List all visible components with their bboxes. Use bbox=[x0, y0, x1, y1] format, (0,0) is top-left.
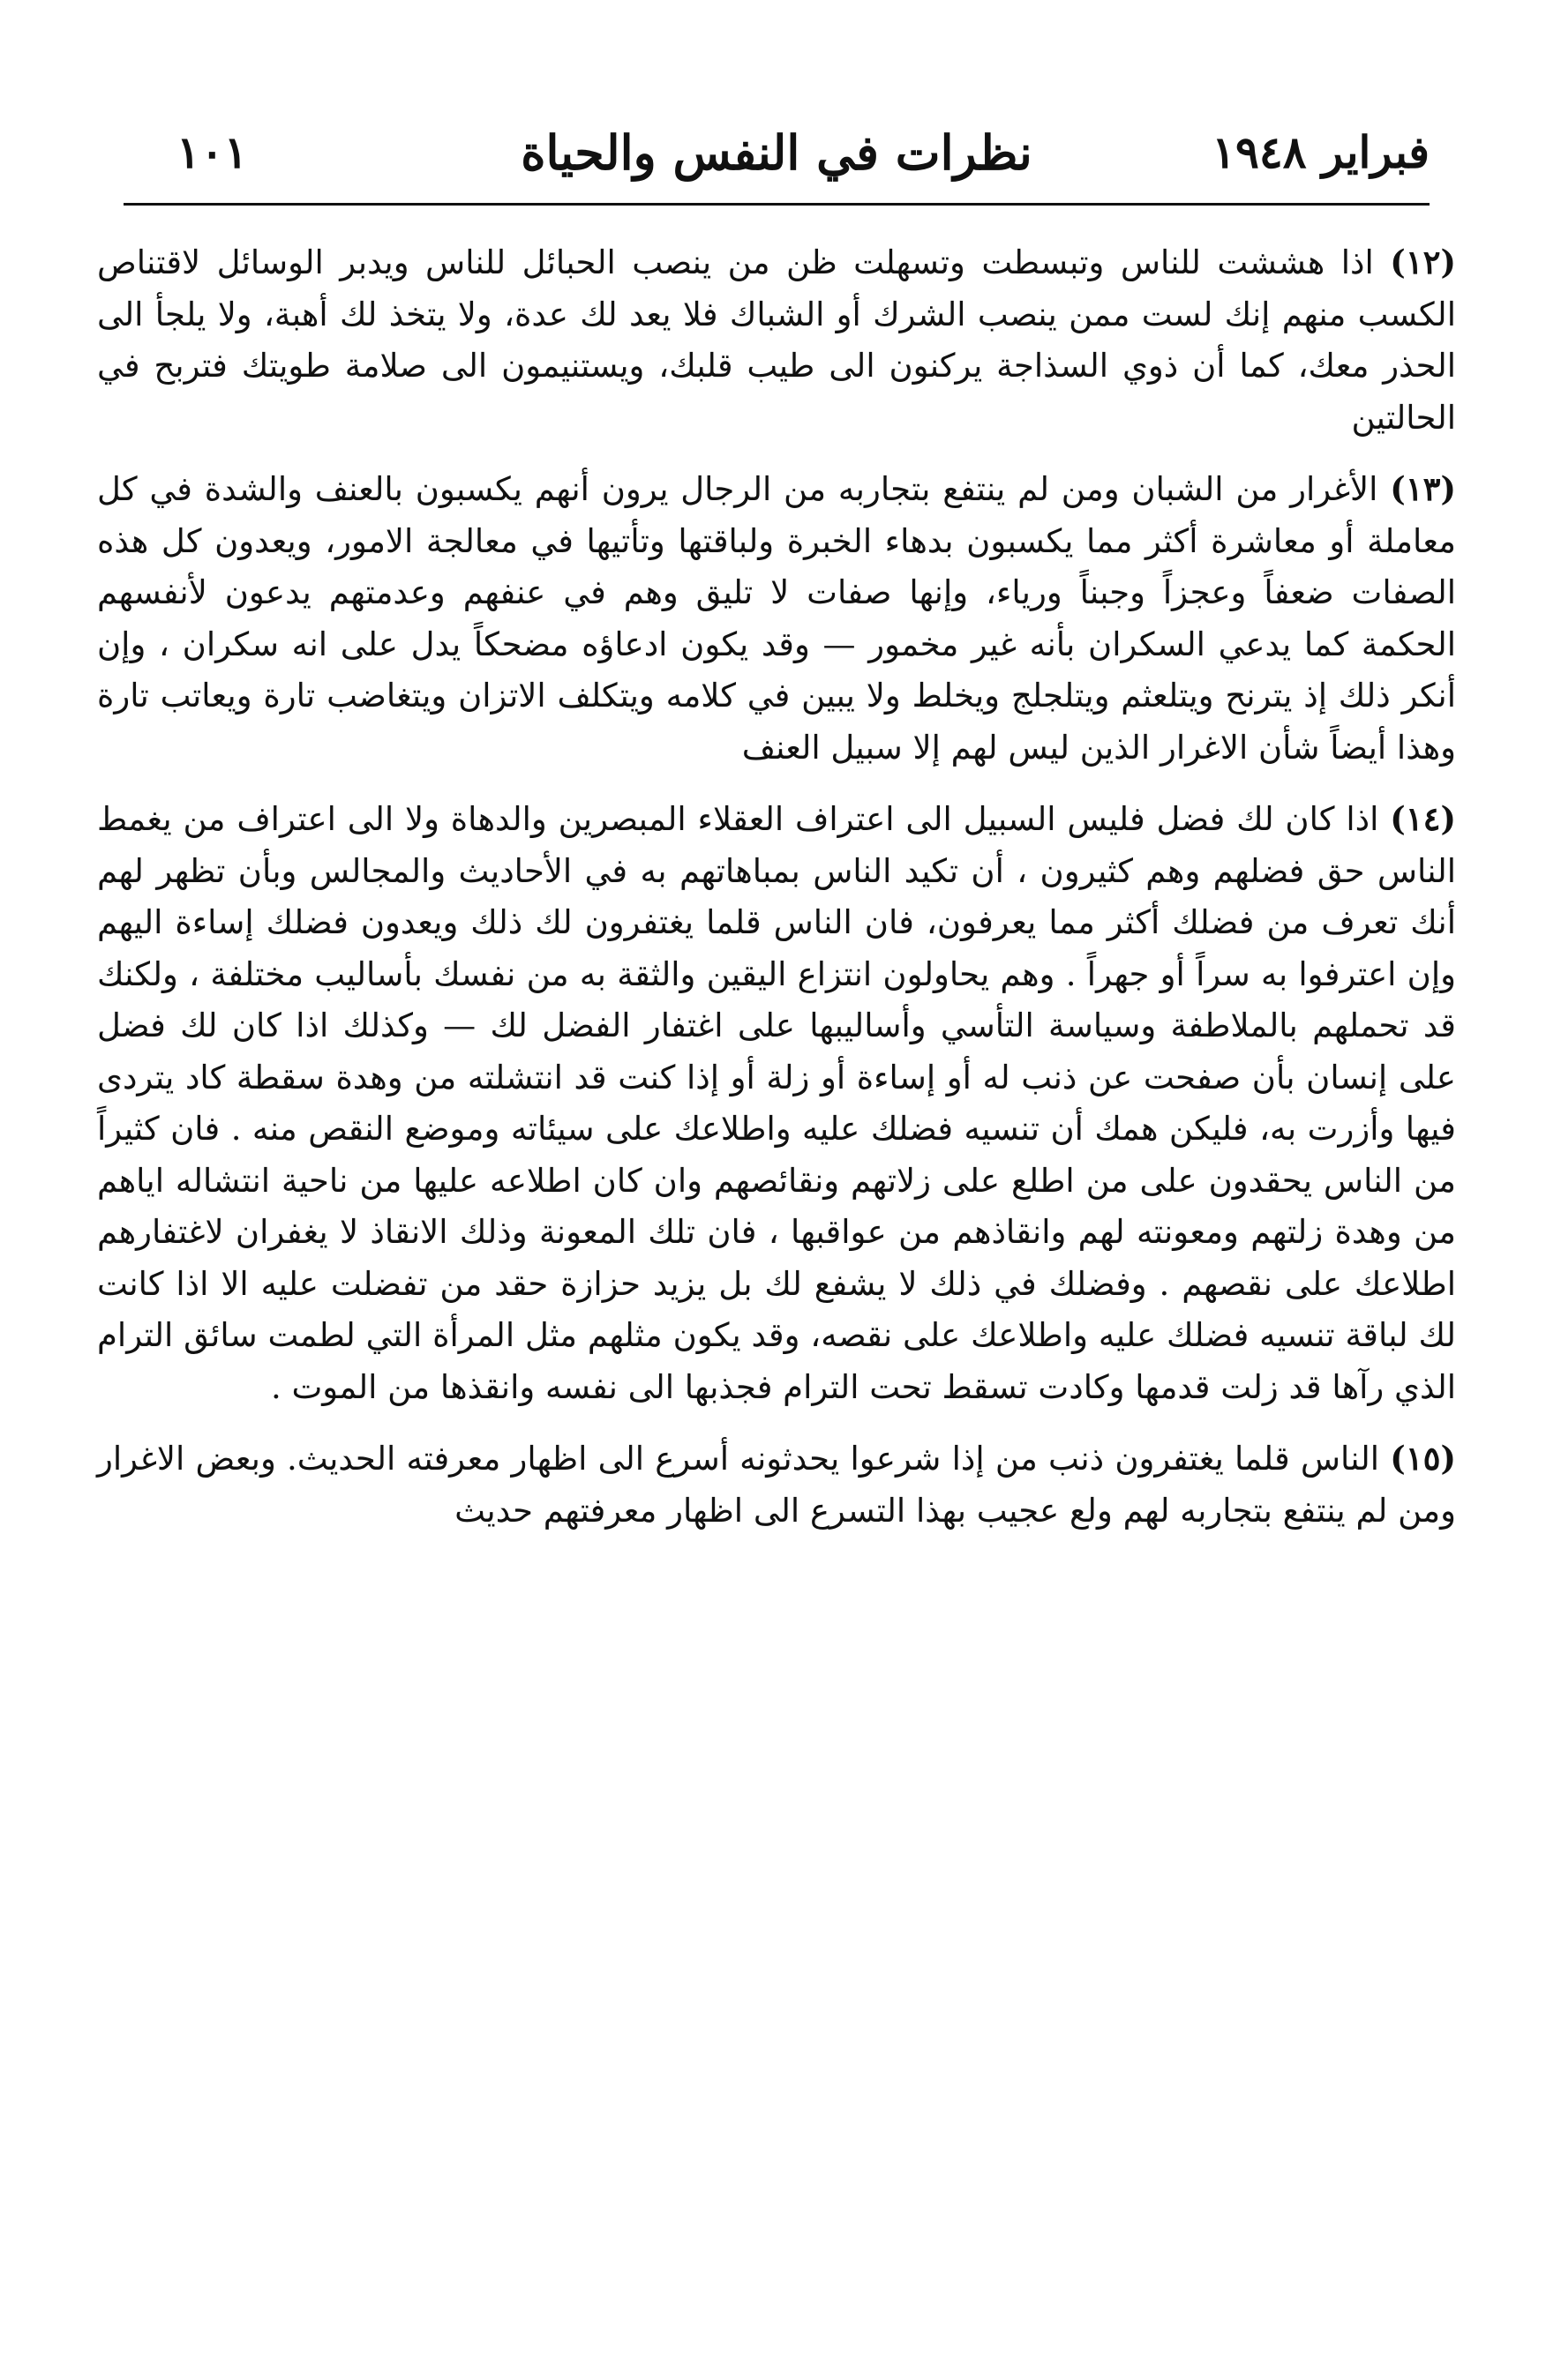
page-header bbox=[124, 113, 1430, 192]
paragraph-text: الأغرار من الشبان ومن لم ينتفع بتجاربه من الرجال يرون أنهم يكسبون بالعنف والشدة في كل معاملة أو معاشرة أكثر مما يكسبون بدهاء الخبرة ولباقتها وتأتيها في معالجة الامور، ويعدون كل هذه الصفات ضعفاً وعجزاً وجبناً ورياء، وإنها صفات لا تليق وهم في عنفهم وعدمتهم يدعون لأنفسهم الحكمة كما يدعي السكران بأنه غير مخمور — وقد يكون ادعاؤه مضحكاً يدل على انه سكران ، وإن أنكر ذلك إذ يترنح ويتلعثم ويتلجلج ويخلط ولا يبين في كلامه ويتكلف الاتزان ويتغاضب تارة ويعاتب تارة وهذا أيضاً شأن الاغرار الذين ليس لهم إلا سبيل العنف bbox=[97, 470, 1456, 767]
paragraph-number: (١٢) bbox=[1390, 243, 1456, 281]
paragraph-13 bbox=[97, 463, 1456, 774]
paragraph-text: اذا كان لك فضل فليس السبيل الى اعتراف العقلاء المبصرين والدهاة ولا الى اعتراف من يغمط الناس حق فضلهم وهم كثيرون ، أن تكيد الناس بمباهاتهم به في الأحاديث والمجالس وبأن تظهر لهم أنك تعرف من فضلك أكثر مما يعرفون، فان الناس قلما يغتفرون لك ذلك ويعدون فضلك إساءة اليهم وإن اعترفوا به سراً أو جهراً . وهم يحاولون انتزاع اليقين والثقة به من نفسك بأساليب مختلفة ، ولكنك قد تحملهم بالملاطفة وسياسة التأسي وأساليبها على اغتفار الفضل لك — وكذلك اذا كان لك فضل على إنسان بأن صفحت عن ذنب له أو إساءة أو زلة أو إذا كنت قد انتشلته من وهدة سقطة كاد يتردى فيها وأزرت به، فليكن همك أن تنسيه فضلك عليه واطلاعك على سيئاته وموضع النقص منه . فان كثيراً من الناس يحقدون على من اطلع على زلاتهم ونقائصهم وان كان اطلاعه عليها من ناحية انتشاله اياهم من وهدة زلتهم ومعونته لهم وانقاذهم من عواقبها ، فان تلك المعونة وذلك الانقاذ لا يغفران لاغتفارهم اطلاعك على نقصهم . وفضلك في ذلك لا يشفع لك بل يزيد حزازة حقد من تفضلت عليه الا اذا كانت لك لباقة تنسيه فضلك عليه واطلاعك على نقصه، وقد يكون مثلهم مثل المرأة التي لطمت سائق الترام الذي رآها قد زلت قدمها وكادت تسقط تحت الترام فجذبها الى نفسه وانقذها من الموت . bbox=[97, 800, 1456, 1406]
paragraph-12 bbox=[97, 236, 1456, 444]
body-text bbox=[97, 236, 1456, 1556]
header-title: نظرات في النفس والحياة bbox=[521, 124, 1032, 181]
paragraph-number: (١٤) bbox=[1390, 799, 1456, 838]
page-number: ١٠١ bbox=[176, 126, 248, 178]
header-rule bbox=[124, 203, 1430, 206]
paragraph-text: الناس قلما يغتفرون ذنب من إذا شرعوا يحدثونه أسرع الى اظهار معرفته الحديث. وبعض الاغرار ومن لم ينتفع بتجاربه لهم ولع عجيب بهذا التسرع الى اظهار معرفتهم حديث bbox=[97, 1440, 1456, 1530]
paragraph-text: اذا هششت للناس وتبسطت وتسهلت ظن من ينصب الحبائل للناس ويدبر الوسائل لاقتناص الكسب منهم إنك لست ممن ينصب الشرك أو الشباك فلا يعد لك عدة، ولا يتخذ لك أهبة، ولا يلجأ الى الحذر معك، كما أن ذوي السذاجة يركنون الى طيب قلبك، ويستنيمون الى صلامة طويتك فتربح في الحالتين bbox=[97, 243, 1456, 437]
header-date: فبراير ١٩٤٨ bbox=[1212, 126, 1430, 178]
paragraph-14 bbox=[97, 793, 1456, 1413]
paragraph-number: (١٥) bbox=[1390, 1439, 1457, 1478]
paragraph-number: (١٣) bbox=[1390, 469, 1457, 508]
paragraph-15 bbox=[97, 1433, 1456, 1537]
